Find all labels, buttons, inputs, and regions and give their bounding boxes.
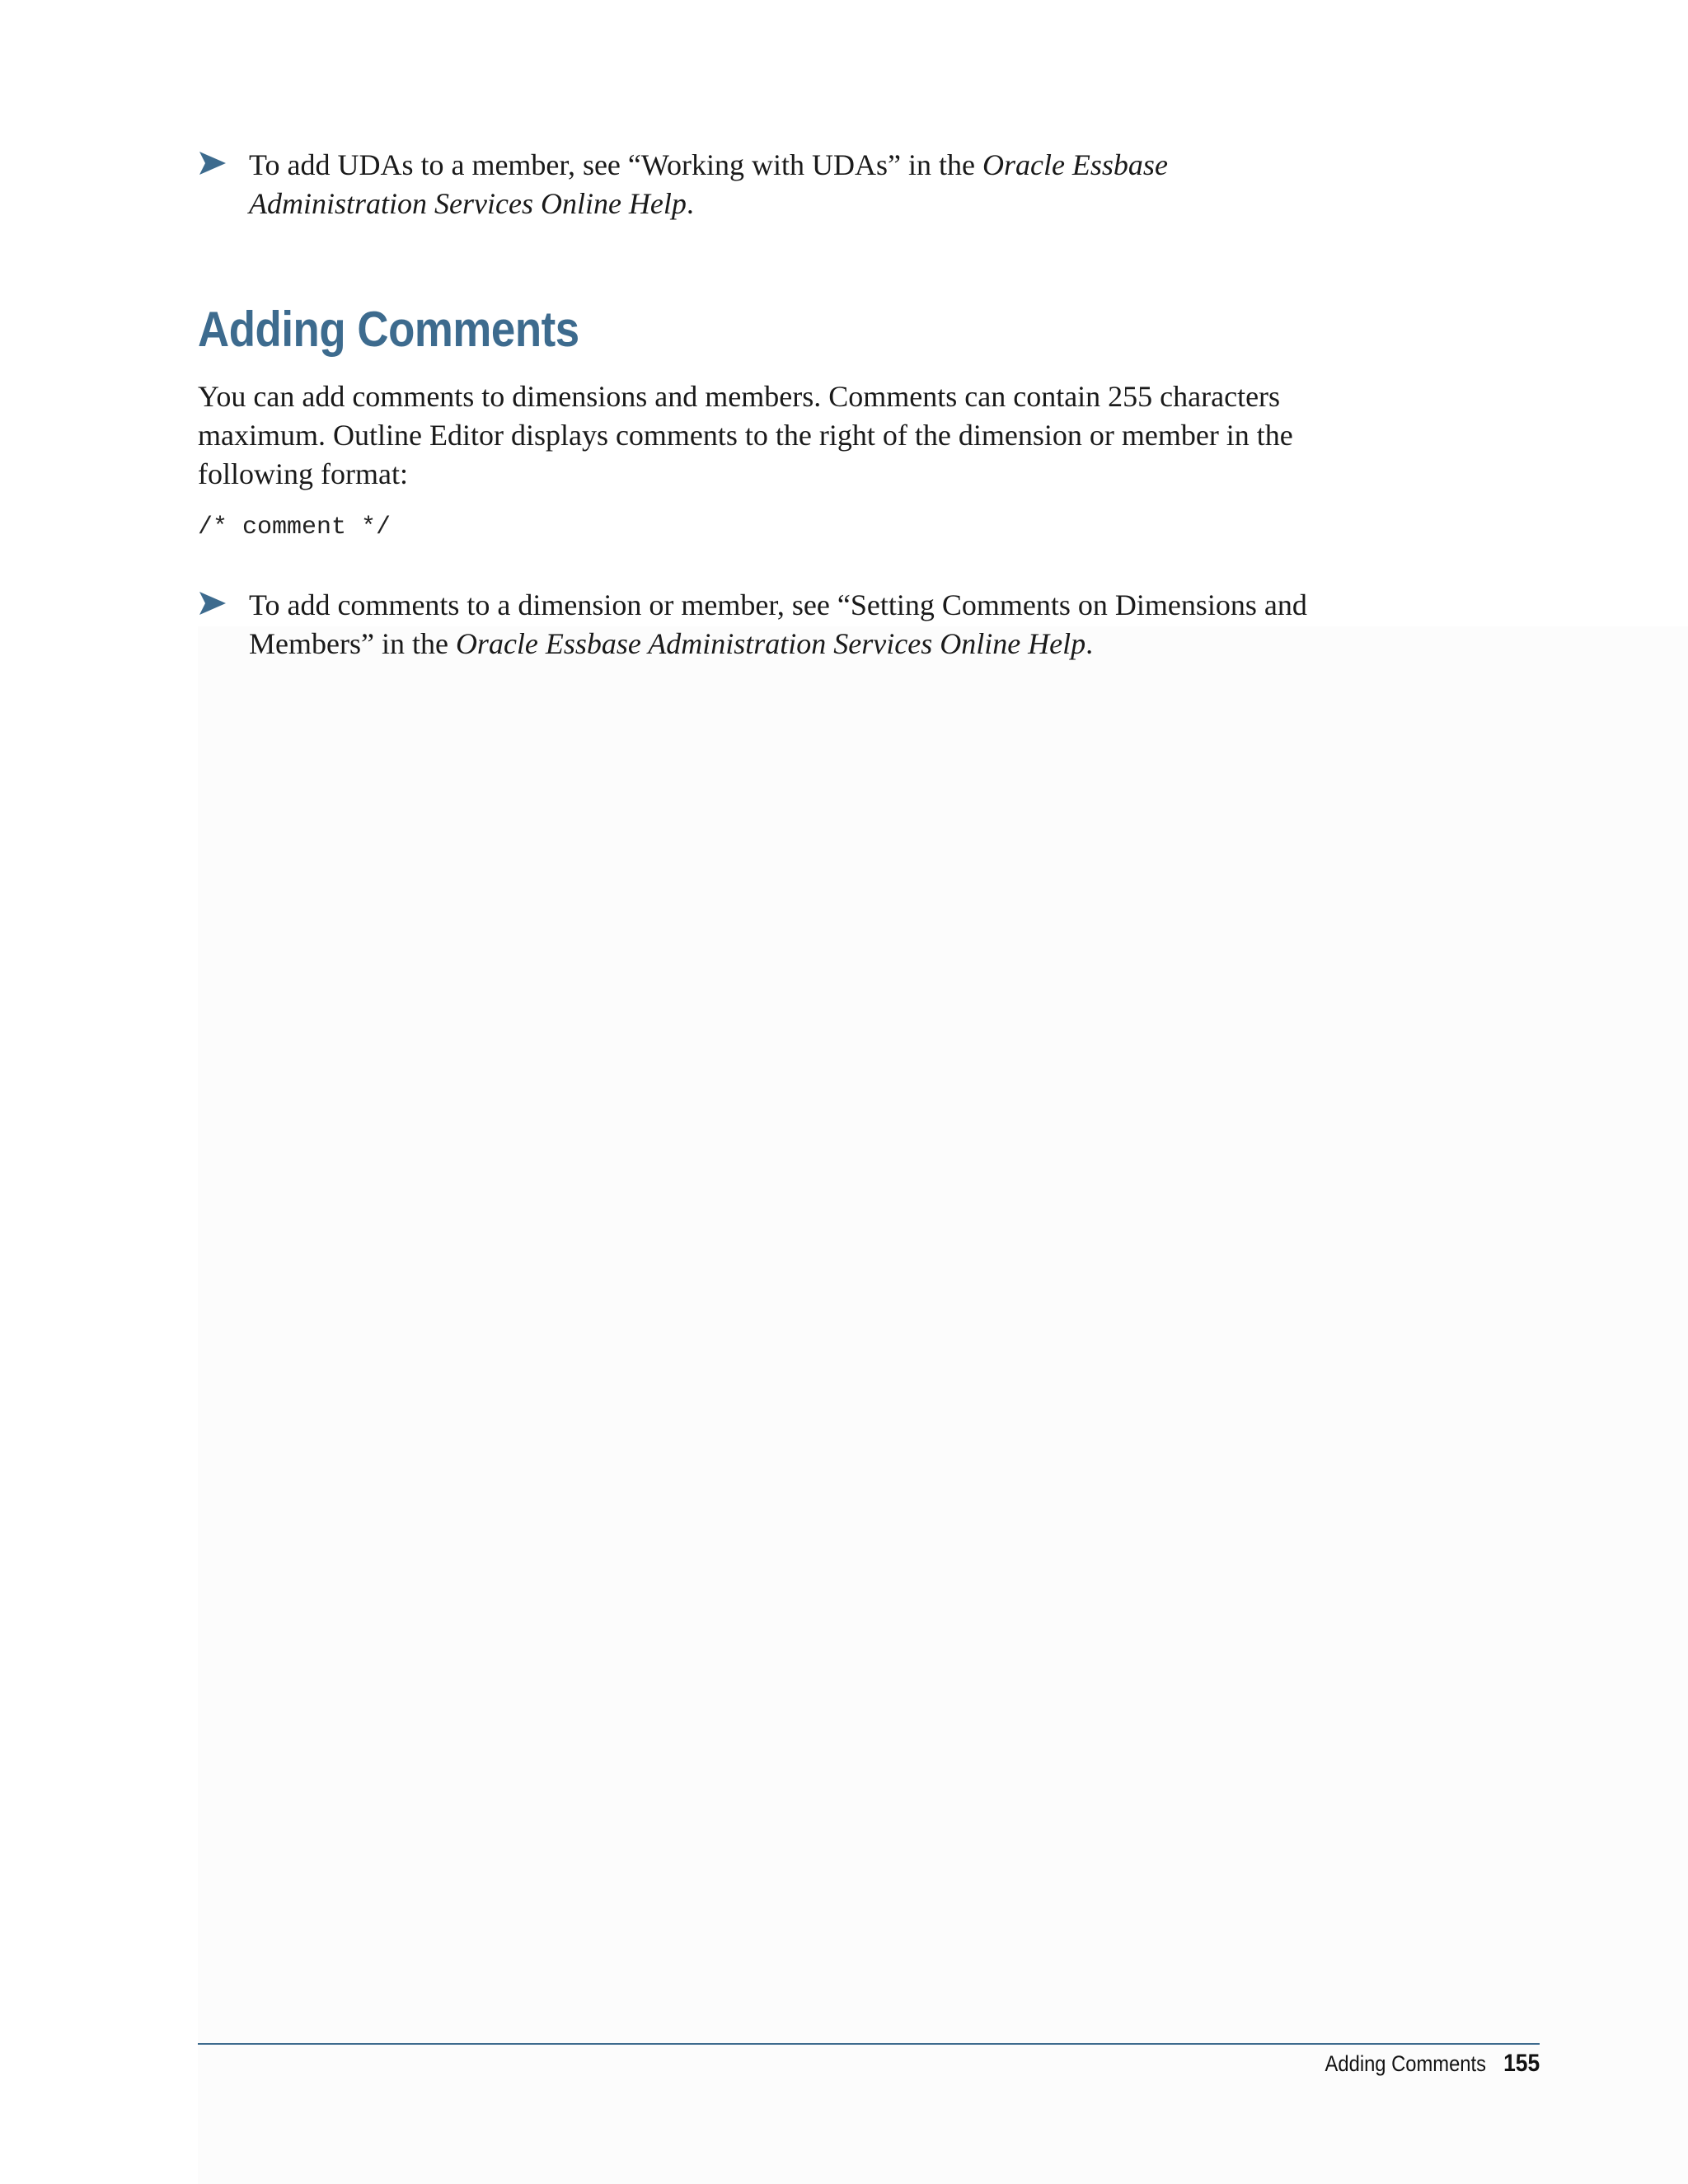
help-reference-link: Oracle Essbase Administration Services Online Help	[249, 148, 1168, 220]
arrowhead-right-icon	[198, 588, 227, 618]
procedure-add-comments	[198, 586, 1352, 663]
page-background	[198, 626, 1688, 2184]
procedure-text-end: .	[1085, 627, 1094, 660]
procedure-text-end: .	[686, 187, 694, 220]
arrowhead-right-icon	[198, 148, 227, 178]
procedure-text-lead: To add comments to a dimension or member, see “Setting Comments on Dimensions and Members” in the	[249, 588, 1307, 660]
procedure-add-udas	[198, 146, 1352, 223]
footer-divider	[198, 2043, 1540, 2045]
help-reference-link: Oracle Essbase Administration Services Online Help	[455, 627, 1086, 660]
code-example: /* comment */	[198, 513, 392, 541]
footer-section-title: Adding Comments	[1325, 2051, 1486, 2076]
section-heading: Adding Comments	[198, 302, 579, 357]
page-number: 155	[1503, 2050, 1540, 2077]
body-paragraph: You can add comments to dimensions and members. Comments can contain 255 characters maximum. Outline Editor displays comments to the right of the dimension or member in the following format:	[198, 380, 1293, 490]
procedure-text	[249, 146, 1352, 223]
procedure-text-lead: To add UDAs to a member, see “Working with UDAs” in the	[249, 148, 982, 181]
procedure-text	[249, 586, 1352, 663]
page-footer	[1325, 2049, 1540, 2079]
